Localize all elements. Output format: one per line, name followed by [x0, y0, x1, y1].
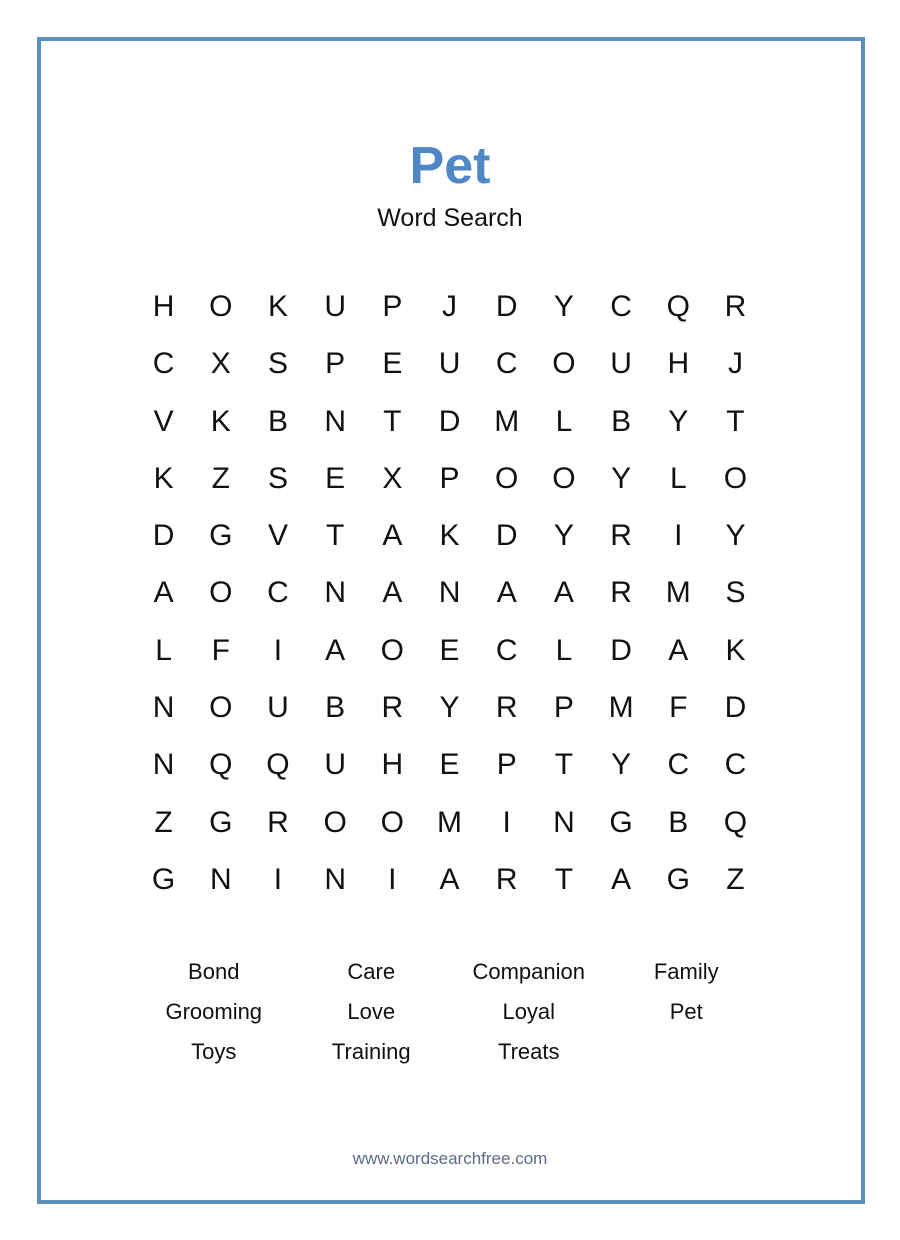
grid-row — [135, 335, 764, 392]
grid-cell[interactable]: D — [438, 404, 461, 438]
word-list-item: Pet — [669, 999, 703, 1024]
grid-cell[interactable]: I — [273, 862, 283, 896]
grid-cell[interactable]: R — [610, 576, 632, 610]
grid-cell[interactable]: L — [155, 633, 172, 667]
grid-row — [135, 507, 764, 564]
grid-cell[interactable]: F — [211, 633, 230, 667]
grid-cell[interactable]: M — [437, 805, 463, 839]
word-list-item: Treats — [497, 1039, 560, 1064]
grid-cell[interactable]: J — [727, 347, 743, 381]
grid-cell[interactable]: Y — [553, 290, 574, 323]
grid-cell[interactable]: K — [439, 519, 460, 553]
grid-cell[interactable]: P — [382, 290, 403, 323]
word-list-item: Toys — [191, 1039, 237, 1064]
grid-row — [135, 794, 764, 851]
grid-cell[interactable]: N — [324, 862, 346, 896]
grid-row — [135, 278, 764, 335]
grid-cell[interactable]: J — [442, 290, 458, 323]
grid-row — [135, 736, 764, 793]
grid-cell[interactable]: B — [325, 691, 346, 725]
grid-cell[interactable]: N — [438, 576, 461, 610]
grid-cell[interactable]: A — [382, 576, 403, 610]
grid-cell[interactable]: A — [496, 576, 517, 610]
word-list-item: Loyal — [502, 999, 556, 1024]
grid-row — [135, 564, 764, 621]
grid-cell[interactable]: Q — [666, 290, 690, 323]
grid-cell[interactable]: X — [210, 347, 231, 381]
grid-cell[interactable]: A — [553, 576, 574, 610]
grid-cell[interactable]: R — [495, 691, 518, 725]
grid-cell[interactable]: I — [502, 805, 511, 839]
grid-cell[interactable]: L — [555, 404, 573, 438]
grid-cell[interactable]: A — [382, 519, 403, 553]
grid-cell[interactable]: Q — [723, 805, 748, 839]
grid-cell[interactable]: A — [668, 633, 689, 667]
grid-cell[interactable]: O — [723, 461, 748, 495]
grid-cell[interactable]: N — [152, 691, 175, 725]
grid-cell[interactable]: F — [669, 691, 688, 725]
grid-cell[interactable]: Y — [611, 748, 632, 782]
word-list-item: Family — [653, 959, 719, 984]
grid-cell[interactable]: U — [438, 347, 461, 381]
grid-cell[interactable]: Y — [439, 691, 460, 725]
grid-cell[interactable]: N — [209, 862, 232, 896]
grid-cell[interactable]: C — [667, 748, 690, 782]
grid-cell[interactable]: N — [152, 748, 175, 782]
grid-cell[interactable]: D — [495, 519, 518, 553]
grid-cell[interactable]: D — [152, 519, 175, 553]
grid-cell[interactable]: T — [554, 748, 574, 782]
grid-cell[interactable]: C — [724, 748, 747, 782]
grid-cell[interactable]: O — [495, 461, 519, 495]
grid-cell[interactable]: G — [666, 862, 690, 896]
grid-cell[interactable]: N — [324, 404, 346, 438]
grid-cell[interactable]: S — [267, 347, 288, 381]
grid-cell[interactable]: T — [554, 862, 574, 896]
grid-cell[interactable]: X — [382, 461, 403, 495]
grid-cell[interactable]: B — [668, 805, 689, 839]
grid-cell[interactable]: G — [209, 805, 233, 839]
grid-cell[interactable]: G — [209, 519, 233, 553]
grid-cell[interactable]: Q — [209, 748, 233, 782]
grid-cell[interactable]: T — [325, 519, 345, 553]
word-list — [135, 952, 765, 1072]
word-list-item: Training — [331, 1039, 411, 1064]
grid-cell[interactable]: G — [609, 805, 633, 839]
grid-cell[interactable]: I — [674, 519, 683, 553]
grid-cell[interactable]: L — [555, 633, 573, 667]
word-list-item: Love — [347, 999, 396, 1024]
grid-cell[interactable]: H — [667, 347, 690, 381]
grid-cell[interactable]: Z — [154, 805, 173, 839]
grid-cell[interactable]: R — [267, 805, 289, 839]
grid-cell[interactable]: C — [610, 290, 632, 323]
grid-cell[interactable]: U — [324, 748, 346, 782]
grid-cell[interactable]: O — [209, 691, 233, 725]
grid-cell[interactable]: Y — [725, 519, 746, 553]
grid-cell[interactable]: O — [552, 461, 576, 495]
grid-cell[interactable]: I — [388, 862, 397, 896]
grid-cell[interactable]: K — [153, 461, 174, 495]
grid-cell[interactable]: O — [209, 576, 233, 610]
grid-cell[interactable]: A — [325, 633, 346, 667]
grid-cell[interactable]: Z — [211, 461, 230, 495]
grid-cell[interactable]: H — [152, 290, 175, 323]
grid-cell[interactable]: S — [267, 461, 288, 495]
grid-cell[interactable]: H — [381, 748, 404, 782]
grid-row — [135, 622, 764, 679]
grid-cell[interactable]: C — [495, 633, 518, 667]
grid-cell[interactable]: C — [267, 576, 289, 610]
grid-cell[interactable]: T — [726, 404, 745, 438]
grid-cell[interactable]: M — [665, 576, 691, 610]
puzzle-title: Pet — [409, 137, 491, 195]
grid-cell[interactable]: P — [325, 347, 346, 381]
grid-cell[interactable]: U — [610, 347, 632, 381]
grid-cell[interactable]: Z — [726, 862, 745, 896]
grid-cell[interactable]: P — [553, 691, 574, 725]
grid-cell[interactable]: A — [611, 862, 632, 896]
grid-cell[interactable]: O — [552, 347, 576, 381]
grid-cell[interactable]: B — [611, 404, 632, 438]
grid-cell[interactable]: D — [724, 691, 747, 725]
grid-cell[interactable]: E — [325, 461, 346, 495]
grid-cell[interactable]: P — [439, 461, 460, 495]
grid-cell[interactable]: A — [439, 862, 460, 896]
grid-cell[interactable]: R — [381, 691, 404, 725]
grid-cell[interactable]: O — [380, 633, 405, 667]
word-list-item: Companion — [472, 959, 585, 984]
grid-cell[interactable]: R — [724, 290, 747, 323]
grid-cell[interactable]: B — [267, 404, 288, 438]
grid-row — [135, 851, 764, 908]
grid-cell[interactable]: M — [494, 404, 520, 438]
grid-row — [135, 393, 764, 450]
grid-cell[interactable]: Q — [266, 748, 290, 782]
grid-cell[interactable]: V — [267, 519, 288, 553]
grid-cell[interactable]: E — [439, 748, 460, 782]
grid-cell[interactable]: S — [725, 576, 746, 610]
grid-cell[interactable]: G — [151, 862, 176, 896]
grid-cell[interactable]: V — [153, 404, 174, 438]
grid-cell[interactable]: Y — [553, 519, 574, 553]
grid-cell[interactable]: D — [610, 633, 632, 667]
grid-cell[interactable]: C — [495, 347, 518, 381]
grid-cell[interactable]: O — [380, 805, 405, 839]
grid-cell[interactable]: O — [209, 290, 233, 323]
grid-cell[interactable]: Y — [611, 461, 632, 495]
footer-url[interactable]: www.wordsearchfree.com — [352, 1149, 548, 1168]
grid-row — [135, 679, 764, 736]
grid-cell[interactable]: Y — [668, 404, 689, 438]
grid-cell[interactable]: N — [324, 576, 346, 610]
grid-row — [135, 450, 764, 507]
grid-cell[interactable]: M — [608, 691, 634, 725]
grid-cell[interactable]: U — [267, 691, 289, 725]
grid-cell[interactable]: E — [439, 633, 460, 667]
grid-cell[interactable]: A — [153, 576, 174, 610]
grid-cell[interactable]: U — [324, 290, 346, 323]
word-list-item: Grooming — [165, 999, 263, 1024]
grid-cell[interactable]: R — [610, 519, 632, 553]
grid-cell[interactable]: L — [669, 461, 687, 495]
word-list-item: Care — [347, 959, 396, 984]
grid-cell[interactable]: T — [383, 404, 402, 438]
puzzle-subtitle: Word Search — [377, 204, 523, 232]
grid-cell[interactable]: O — [323, 805, 347, 839]
letter-grid — [135, 278, 764, 908]
grid-cell[interactable]: K — [725, 633, 746, 667]
grid-cell[interactable]: E — [382, 347, 403, 381]
grid-cell[interactable]: K — [210, 404, 231, 438]
grid-cell[interactable]: I — [273, 633, 283, 667]
grid-cell[interactable]: N — [553, 805, 575, 839]
grid-cell[interactable]: P — [496, 748, 517, 782]
grid-cell[interactable]: D — [495, 290, 518, 323]
grid-cell[interactable]: K — [267, 290, 288, 323]
grid-cell[interactable]: R — [495, 862, 518, 896]
word-list-item: Bond — [188, 959, 240, 984]
grid-cell[interactable]: C — [152, 347, 175, 381]
